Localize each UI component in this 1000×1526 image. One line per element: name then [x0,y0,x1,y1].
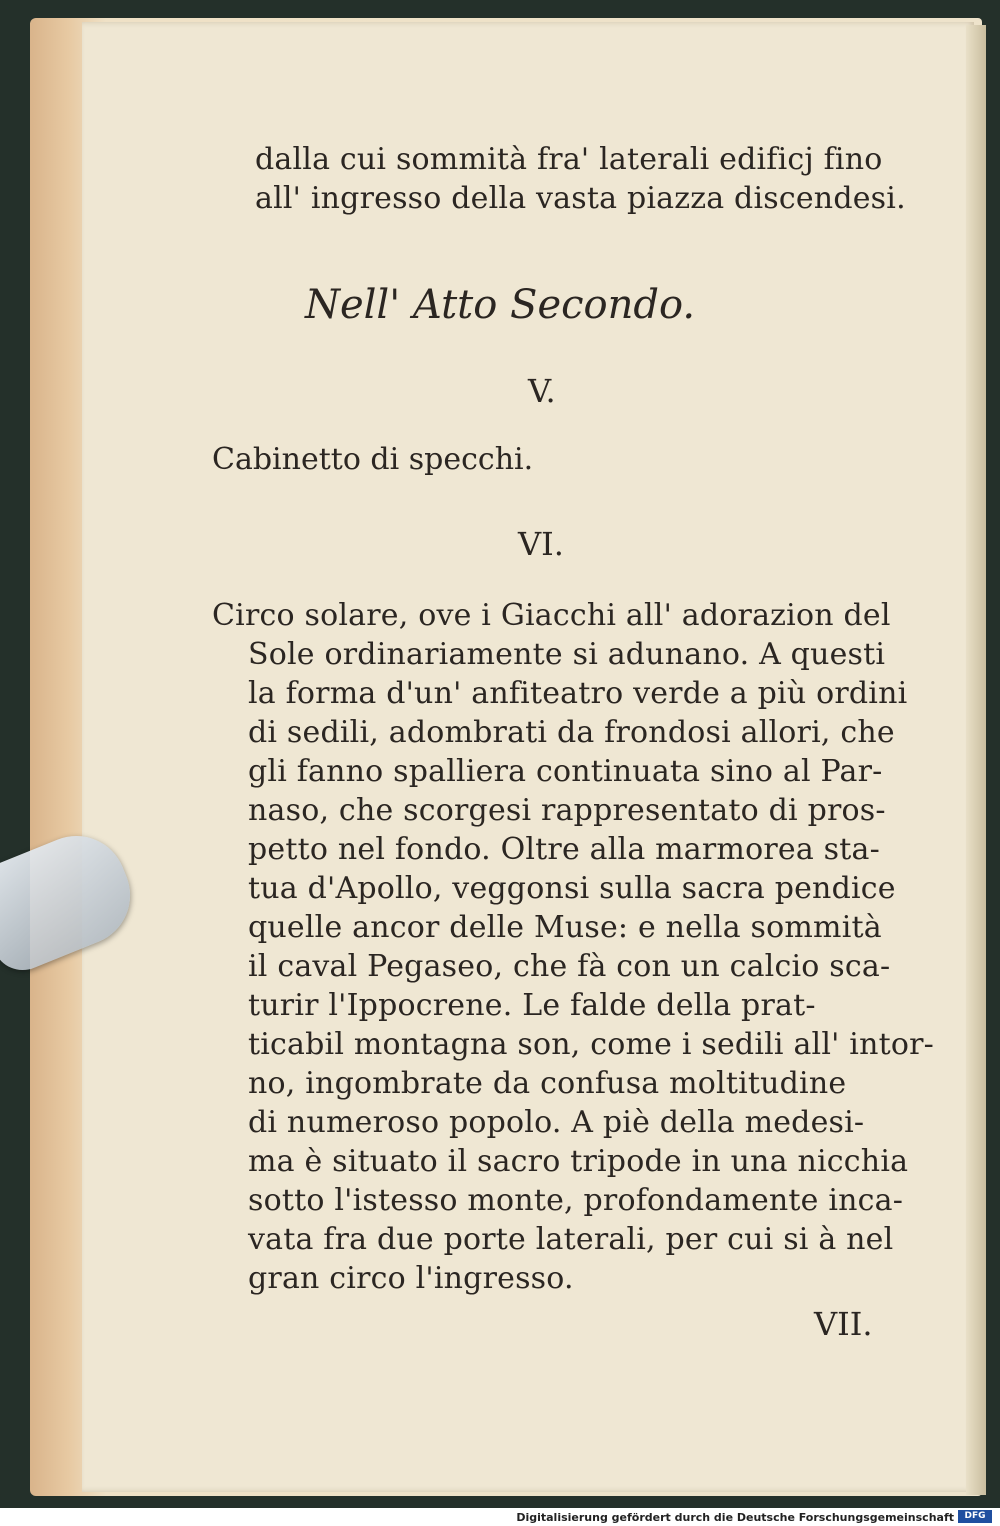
paragraph-line: sotto l'istesso monte, profondamente inca- [248,1183,904,1218]
intro-line: dalla cui sommità fra' laterali edificj fino [255,142,883,177]
paragraph-line: Circo solare, ove i Giacchi all' adorazion del [212,598,891,633]
paragraph-line: ma è situato il sacro tripode in una nicchia [248,1144,909,1179]
section-v-text: Cabinetto di specchi. [212,442,534,477]
catchword: VII. [814,1305,873,1343]
paragraph-line: gran circo l'ingresso. [248,1261,574,1296]
paragraph-line: no, ingombrate da confusa moltitudine [248,1066,847,1101]
paragraph-line: di sedili, adombrati da frondosi allori, che [248,715,895,750]
paragraph-line: petto nel fondo. Oltre alla marmorea sta- [248,832,880,867]
intro-text [255,140,906,218]
section-number-v: V. [528,372,556,410]
paragraph-line: naso, che scorgesi rappresentato di pros- [248,793,886,828]
paragraph-line: turir l'Ippocrene. Le falde della prat- [248,988,816,1023]
intro-line: all' ingresso della vasta piazza discendesi. [255,181,906,216]
footer-credit: Digitalisierung gefördert durch die Deutsche Forschungsgemeinschaft [516,1511,954,1524]
section-number-vi: VI. [518,525,564,563]
paragraph-line: la forma d'un' anfiteatro verde a più ordini [248,676,908,711]
page-edge [966,25,986,1495]
act-heading: Nell' Atto Secondo. [304,282,696,328]
paragraph-line: Sole ordinariamente si adunano. A questi [248,637,886,672]
paragraph-line: gli fanno spalliera continuata sino al Par- [248,754,883,789]
paragraph-line: di numeroso popolo. A piè della medesi- [248,1105,865,1140]
paragraph-line: quelle ancor delle Muse: e nella sommità [248,910,882,945]
paragraph-line: tua d'Apollo, veggonsi sulla sacra pendice [248,871,896,906]
paragraph-line: il caval Pegaseo, che fà con un calcio sca- [248,949,891,984]
paragraph-line: ticabil montagna son, come i sedili all' intor- [248,1027,935,1062]
paragraph-line: vata fra due porte laterali, per cui si à nel [248,1222,894,1257]
dfg-logo: DFG [958,1510,992,1523]
section-vi-paragraph [212,596,934,1298]
